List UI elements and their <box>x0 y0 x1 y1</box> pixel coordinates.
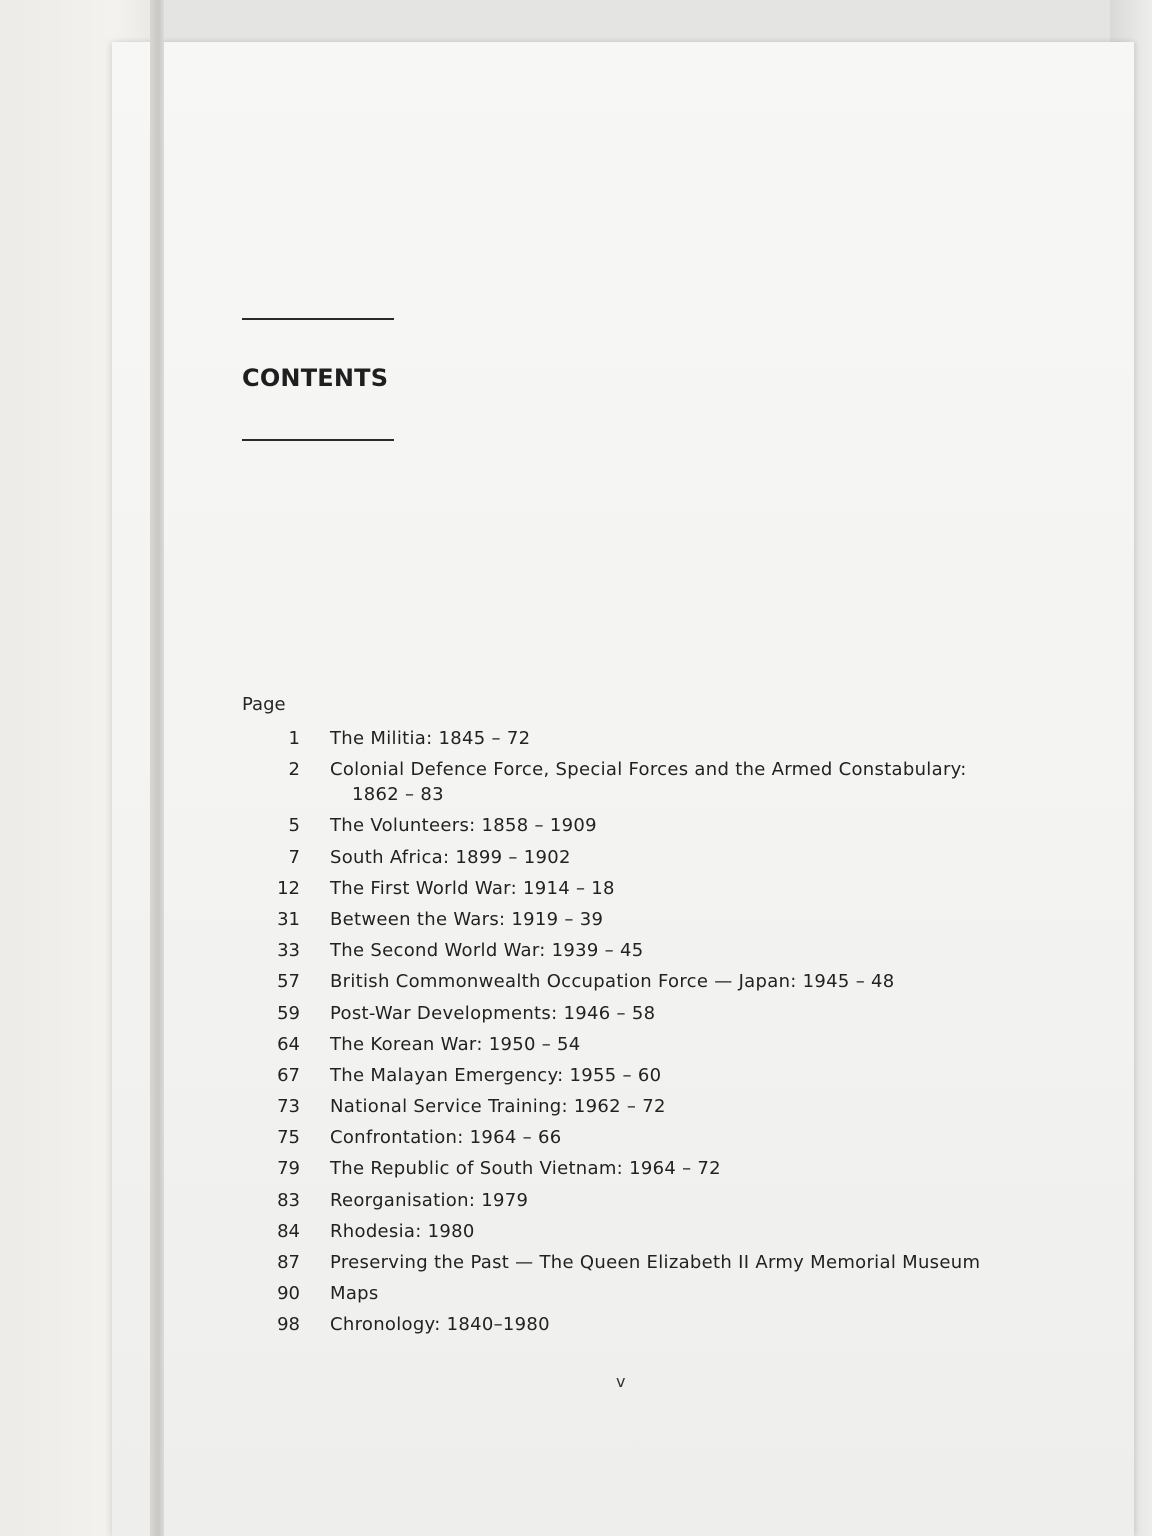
toc-entry-title-block <box>330 1063 982 1088</box>
toc-entry-title-block <box>330 845 982 870</box>
toc-page-number: 1 <box>288 728 300 749</box>
toc-entry <box>242 757 982 807</box>
toc-entry-title: British Commonwealth Occupation Force — Japan: 1945 – 48 <box>330 971 895 993</box>
toc-entry-title-block <box>330 1094 982 1119</box>
toc-entry-title: Colonial Defence Force, Special Forces and the Armed Constabulary: <box>330 759 967 781</box>
toc-entry-title-block <box>330 876 982 901</box>
toc-entry-title: National Service Training: 1962 – 72 <box>330 1096 666 1118</box>
toc-entry-title-block <box>330 1188 982 1213</box>
contents-heading: CONTENTS <box>242 364 389 392</box>
toc-entry-title-block <box>330 1281 982 1306</box>
toc-entry-title-block <box>330 757 982 807</box>
toc-entry-title-block <box>330 726 982 751</box>
toc-entry <box>242 845 982 870</box>
toc-entry <box>242 938 982 963</box>
toc-entry-title: The First World War: 1914 – 18 <box>330 877 615 899</box>
page-folio: v <box>616 1372 626 1391</box>
heading-rule-top <box>242 318 394 320</box>
toc-entry-title: Rhodesia: 1980 <box>330 1220 475 1242</box>
toc-page-number: 79 <box>277 1158 300 1180</box>
page-column-label: Page <box>242 694 286 715</box>
toc-entry <box>242 1094 982 1119</box>
toc-entry-title-block <box>330 969 982 994</box>
toc-entry <box>242 813 982 838</box>
toc-page-number: 31 <box>277 908 300 930</box>
toc-page-number: 87 <box>277 1252 300 1273</box>
toc-entry-title-block <box>330 1001 982 1026</box>
toc-page-number: 7 <box>288 846 300 868</box>
heading-rule-bottom <box>242 439 394 441</box>
toc-page-number: 98 <box>277 1314 300 1336</box>
toc-entry <box>242 726 982 751</box>
toc-entry-title: The Korean War: 1950 – 54 <box>330 1033 581 1055</box>
toc-entry-title: The Militia: 1845 – 72 <box>330 728 531 749</box>
toc-page-number: 90 <box>277 1283 300 1305</box>
table-of-contents <box>242 726 982 1344</box>
book-page <box>112 42 1134 1536</box>
toc-page-number: 12 <box>277 877 300 899</box>
toc-entry <box>242 1125 982 1150</box>
toc-entry-title: The Malayan Emergency: 1955 – 60 <box>330 1064 662 1086</box>
toc-page-number: 2 <box>288 759 300 781</box>
toc-entry-title: Confrontation: 1964 – 66 <box>330 1127 562 1149</box>
toc-entry <box>242 1219 982 1244</box>
toc-entry <box>242 1312 982 1337</box>
toc-entry-title-block <box>330 938 982 963</box>
toc-page-number: 84 <box>277 1220 300 1242</box>
toc-page-number: 67 <box>277 1064 300 1086</box>
toc-page-number: 64 <box>277 1033 300 1055</box>
toc-entry-title: The Republic of South Vietnam: 1964 – 72 <box>330 1158 721 1180</box>
toc-entry-title: Reorganisation: 1979 <box>330 1189 529 1211</box>
previous-page-edge <box>150 0 164 1536</box>
toc-entry-title-block <box>330 1156 982 1181</box>
toc-entry <box>242 969 982 994</box>
toc-entry-title: Between the Wars: 1919 – 39 <box>330 908 604 930</box>
toc-entry-title-block <box>330 907 982 932</box>
toc-entry <box>242 1063 982 1088</box>
toc-entry-title-block <box>330 1219 982 1244</box>
toc-entry-title-block <box>330 1312 982 1337</box>
toc-entry <box>242 1032 982 1057</box>
toc-entry-title: The Second World War: 1939 – 45 <box>330 940 644 962</box>
toc-entry-title: Preserving the Past — The Queen Elizabeth II Army Memorial Museum <box>330 1252 981 1273</box>
toc-entry-title-block <box>330 1032 982 1057</box>
toc-page-number: 75 <box>277 1127 300 1149</box>
toc-entry-title: The Volunteers: 1858 – 1909 <box>330 815 597 837</box>
toc-entry-title-continuation: 1862 – 83 <box>352 784 444 806</box>
toc-entry <box>242 1250 982 1275</box>
toc-page-number: 73 <box>277 1096 300 1118</box>
toc-page-number: 5 <box>288 815 300 837</box>
toc-entry <box>242 907 982 932</box>
toc-entry-title: Post-War Developments: 1946 – 58 <box>330 1002 656 1024</box>
toc-entry-title-block <box>330 813 982 838</box>
toc-entry-title: South Africa: 1899 – 1902 <box>330 846 571 868</box>
toc-entry <box>242 1188 982 1213</box>
toc-page-number: 83 <box>277 1189 300 1211</box>
toc-entry-title-block <box>330 1250 982 1275</box>
toc-entry <box>242 876 982 901</box>
toc-page-number: 33 <box>277 940 300 962</box>
toc-entry-title: Chronology: 1840–1980 <box>330 1314 550 1336</box>
toc-page-number: 59 <box>277 1002 300 1024</box>
toc-entry <box>242 1281 982 1306</box>
toc-entry-title: Maps <box>330 1283 379 1305</box>
toc-entry <box>242 1156 982 1181</box>
toc-page-number: 57 <box>277 971 300 993</box>
toc-entry-title-block <box>330 1125 982 1150</box>
toc-entry <box>242 1001 982 1026</box>
